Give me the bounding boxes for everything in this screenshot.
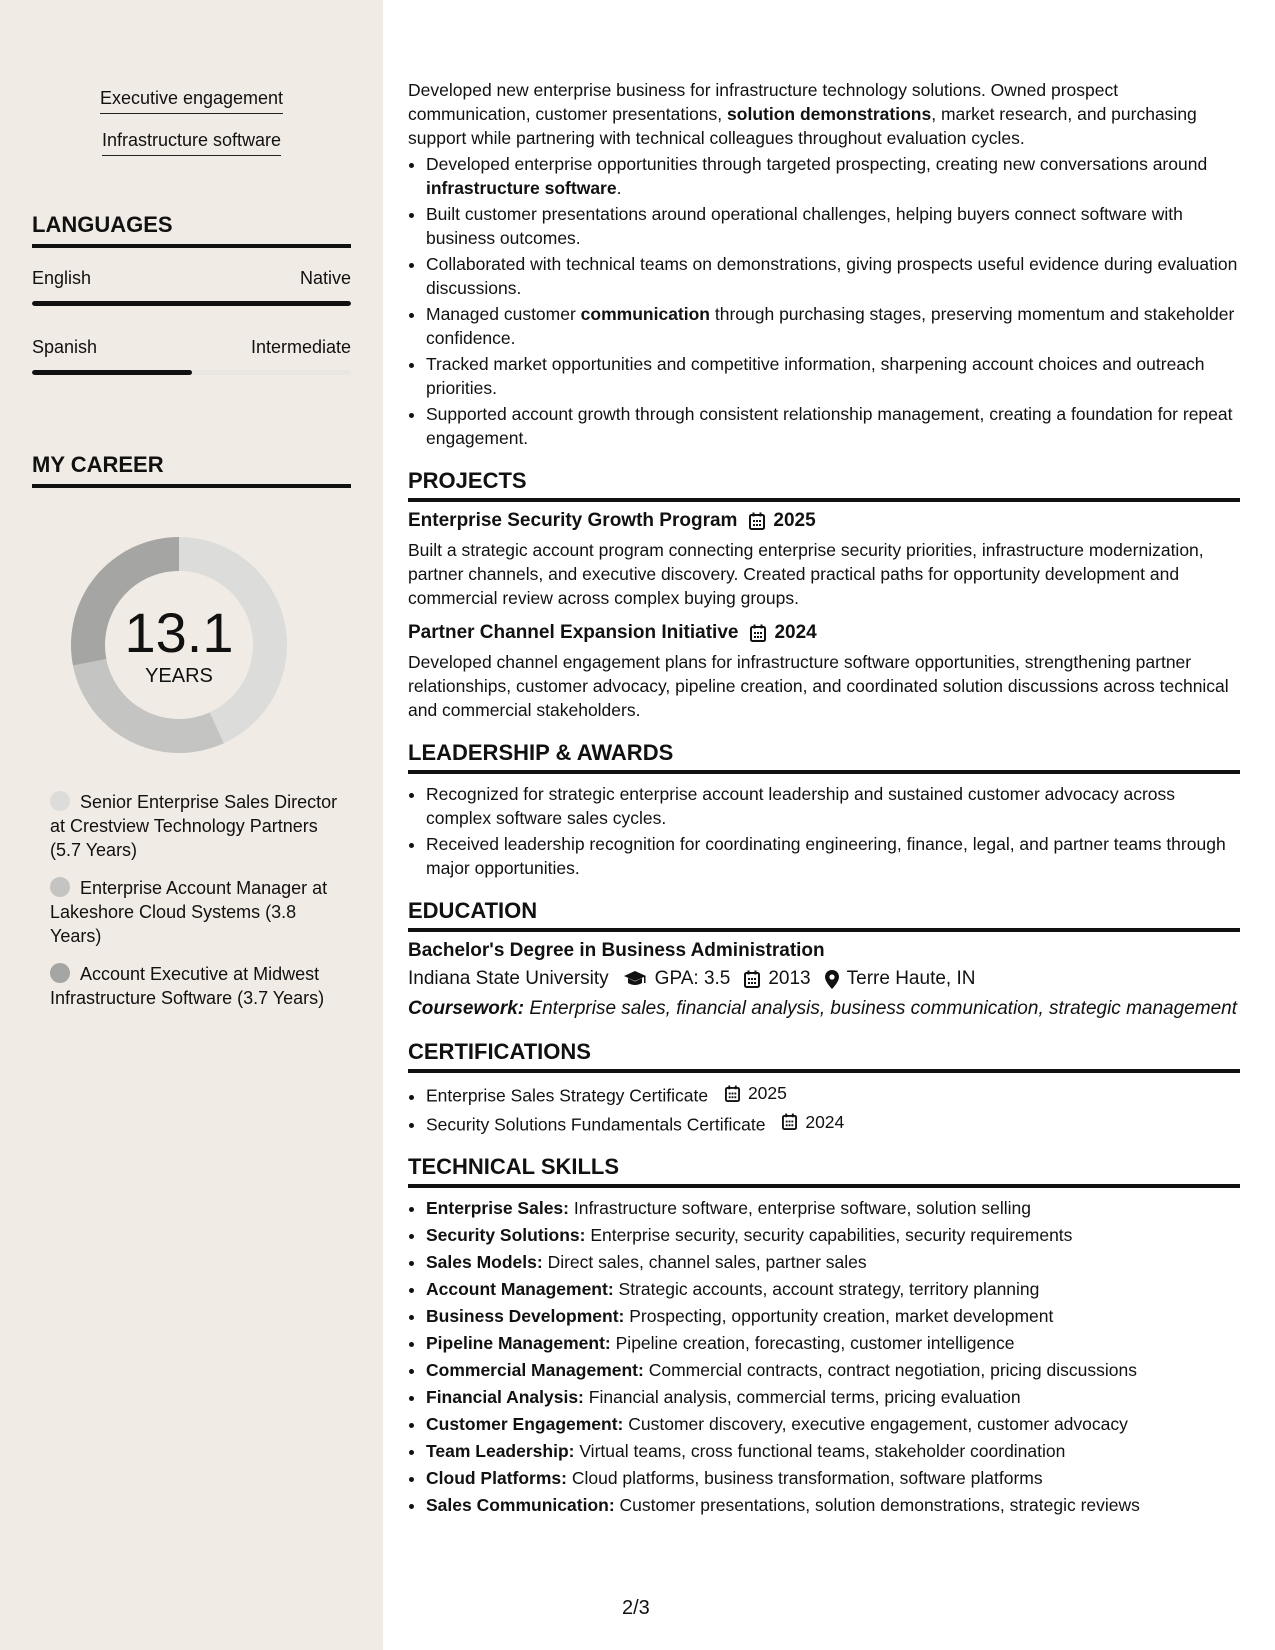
education-location-group [825, 968, 976, 990]
calendar-icon [744, 970, 760, 988]
project-date [750, 622, 816, 644]
project-year: 2025 [773, 510, 816, 531]
skill-values: Strategic accounts, account strategy, territory planning [613, 1279, 1040, 1299]
education-degree: Bachelor's Degree in Business Administration [408, 940, 825, 961]
main-content [408, 78, 1240, 1518]
location-pin-icon [825, 970, 839, 989]
bullet-text: Developed enterprise opportunities through targeted prospecting, creating new conversations around [426, 154, 1208, 174]
skill-item [426, 1331, 1240, 1356]
skill-category: Sales Communication: [426, 1495, 615, 1515]
calendar-icon [782, 1113, 797, 1130]
language-level: Native [299, 268, 351, 288]
education-year-group [744, 968, 810, 990]
experience-bullet [426, 152, 1240, 200]
language-proficiency-fill [32, 301, 351, 306]
skill-values: Customer presentations, solution demonstrations, strategic reviews [614, 1495, 1140, 1515]
project-year: 2024 [774, 622, 817, 643]
skill-category: Financial Analysis: [426, 1387, 584, 1407]
skill-item [426, 1304, 1240, 1329]
projects-title: PROJECTS [408, 468, 1240, 502]
career-donut-chart [64, 530, 294, 760]
coursework-text: Enterprise sales, financial analysis, business communication, strategic management [524, 998, 1237, 1019]
coursework-label: Coursework: [408, 998, 525, 1019]
language-proficiency-fill [32, 370, 192, 375]
skill-values: Prospecting, opportunity creation, market development [624, 1306, 1054, 1326]
language-name: Spanish [32, 337, 98, 357]
bullet-keyword: communication [580, 304, 710, 324]
skill-category: Account Management: [426, 1279, 614, 1299]
career-years-label: YEARS [145, 665, 213, 687]
skill-item [426, 1358, 1240, 1383]
experience-bullet [426, 402, 1240, 450]
project-heading [408, 510, 1240, 532]
education-meta [408, 968, 1240, 990]
language-level: Intermediate [250, 337, 351, 357]
certification-year: 2025 [747, 1083, 787, 1103]
skill-category: Pipeline Management: [426, 1333, 611, 1353]
project-title: Enterprise Security Growth Program [408, 510, 738, 531]
skill-values: Direct sales, channel sales, partner sales [542, 1252, 867, 1272]
skill-category: Team Leadership: [426, 1441, 575, 1461]
certification-date [782, 1110, 844, 1134]
page-number: 2/3 [622, 1597, 650, 1619]
technical-skills-list [408, 1196, 1240, 1518]
project-description: Developed channel engagement plans for infrastructure software opportunities, strengthening partner relationships, customer advocacy, pipeline creation, and coordinated solution discussions across technical and commercial stakeholders. [408, 652, 1229, 720]
bullet-text: Supported account growth through consistent relationship management, creating a foundation for repeat engagement. [426, 404, 1233, 448]
experience-bullets [408, 152, 1240, 450]
skill-tags [0, 88, 383, 172]
bullet-text: through purchasing stages, preserving momentum and stakeholder confidence. [426, 304, 1235, 348]
project-date [749, 510, 815, 532]
calendar-icon [749, 512, 765, 530]
skill-values: Virtual teams, cross functional teams, stakeholder coordination [574, 1441, 1066, 1461]
experience-bullet [426, 252, 1240, 300]
career-legend [50, 790, 340, 1024]
education-gpa-group [623, 968, 731, 990]
skill-category: Business Development: [426, 1306, 625, 1326]
education-location: Terre Haute, IN [846, 968, 976, 989]
skill-values: Enterprise security, security capabilities, security requirements [585, 1225, 1073, 1245]
certification-name: Security Solutions Fundamentals Certificate [426, 1114, 766, 1134]
certification-name: Enterprise Sales Strategy Certificate [426, 1085, 709, 1106]
summary-text: , market research, and purchasing support while partnering with technical colleagues throughout evaluation cycles. [408, 104, 1197, 148]
education-title: EDUCATION [408, 898, 1240, 932]
leadership-list [408, 782, 1240, 880]
skill-tag: Executive engagement [100, 88, 283, 114]
language-english [32, 268, 351, 306]
technical-skills-title: TECHNICAL SKILLS [408, 1154, 1240, 1188]
skill-item [426, 1466, 1240, 1491]
bullet-text: Collaborated with technical teams on demonstrations, giving prospects useful evidence during evaluation discussions. [426, 254, 1238, 298]
project-description: Built a strategic account program connecting enterprise security priorities, infrastructure modernization, partner channels, and executive discovery. Created practical paths for opportunity development and commercial review across complex buying groups. [408, 540, 1204, 608]
calendar-icon [750, 624, 766, 642]
skill-item [426, 1223, 1240, 1248]
certification-item [426, 1081, 1240, 1108]
graduation-cap-icon [623, 970, 647, 988]
language-proficiency-bar [32, 301, 351, 306]
experience-bullet [426, 352, 1240, 400]
languages-title: LANGUAGES [32, 212, 351, 248]
skill-values: Customer discovery, executive engagement, customer advocacy [623, 1414, 1128, 1434]
skill-item [426, 1250, 1240, 1275]
career-legend-label: Senior Enterprise Sales Director at Crestview Technology Partners (5.7 Years) [50, 792, 338, 860]
skill-category: Customer Engagement: [426, 1414, 624, 1434]
language-spanish [32, 337, 351, 375]
certification-year: 2024 [805, 1111, 845, 1132]
legend-dot-icon [50, 877, 70, 897]
skill-values: Cloud platforms, business transformation, software platforms [566, 1468, 1043, 1488]
sidebar [0, 0, 383, 1650]
bullet-text: Managed customer [426, 304, 581, 324]
skill-item [426, 1412, 1240, 1437]
leadership-item: • Recognized for strategic enterprise account leadership and sustained customer advocacy across complex software sales cycles. [426, 782, 1240, 830]
bullet-text: . [616, 178, 622, 198]
career-total-years: 13.1 [124, 601, 234, 664]
skill-category: Sales Models: [426, 1252, 543, 1272]
education-school: Indiana State University [408, 968, 609, 989]
bullet-text: Tracked market opportunities and competitive information, sharpening account choices and outreach priorities. [426, 354, 1205, 398]
skill-item [426, 1385, 1240, 1410]
career-legend-item [50, 790, 340, 862]
legend-dot-icon [50, 963, 70, 983]
skill-tag: Infrastructure software [102, 130, 281, 156]
certifications-list [408, 1081, 1240, 1136]
summary-keyword: solution demonstrations [727, 104, 932, 124]
skill-values: Commercial contracts, contract negotiation, pricing discussions [643, 1360, 1137, 1380]
bullet-text: Built customer presentations around operational challenges, helping buyers connect software with business outcomes. [426, 204, 1183, 248]
skill-values: Financial analysis, commercial terms, pricing evaluation [583, 1387, 1021, 1407]
skill-values: Infrastructure software, enterprise software, solution selling [568, 1198, 1031, 1218]
career-legend-item [50, 962, 340, 1010]
education-gpa: GPA: 3.5 [654, 968, 731, 989]
education-year: 2013 [768, 968, 811, 989]
certification-date [725, 1081, 787, 1105]
education-coursework [408, 996, 1240, 1021]
skill-item [426, 1277, 1240, 1302]
career-legend-label: Enterprise Account Manager at Lakeshore Cloud Systems (3.8 Years) [50, 878, 328, 946]
certifications-title: CERTIFICATIONS [408, 1039, 1240, 1073]
skill-values: Pipeline creation, forecasting, customer intelligence [610, 1333, 1015, 1353]
calendar-icon [725, 1085, 740, 1102]
language-name: English [32, 268, 92, 288]
project-heading [408, 622, 1240, 644]
career-title: MY CAREER [32, 452, 351, 488]
summary-text: Developed new enterprise business for infrastructure technology solutions. Owned prospect communication, customer presentations, [408, 80, 1119, 124]
experience-bullet [426, 202, 1240, 250]
career-legend-label: Account Executive at Midwest Infrastructure Software (3.7 Years) [50, 964, 325, 1008]
skill-category: Enterprise Sales: [426, 1198, 569, 1218]
skill-category: Security Solutions: [426, 1225, 586, 1245]
legend-dot-icon [50, 791, 70, 811]
leadership-title: LEADERSHIP & AWARDS [408, 740, 1240, 774]
skill-item [426, 1493, 1240, 1518]
project-title: Partner Channel Expansion Initiative [408, 622, 739, 643]
certification-item [426, 1110, 1240, 1137]
skill-item [426, 1439, 1240, 1464]
skill-item [426, 1196, 1240, 1221]
experience-bullet [426, 302, 1240, 350]
skill-category: Cloud Platforms: [426, 1468, 567, 1488]
skill-category: Commercial Management: [426, 1360, 644, 1380]
leadership-item: • Received leadership recognition for coordinating engineering, finance, legal, and partner teams through major opportunities. [426, 832, 1240, 880]
career-legend-item [50, 876, 340, 948]
bullet-keyword: infrastructure software [426, 178, 617, 198]
language-proficiency-bar [32, 370, 351, 375]
experience-summary [408, 78, 1240, 150]
